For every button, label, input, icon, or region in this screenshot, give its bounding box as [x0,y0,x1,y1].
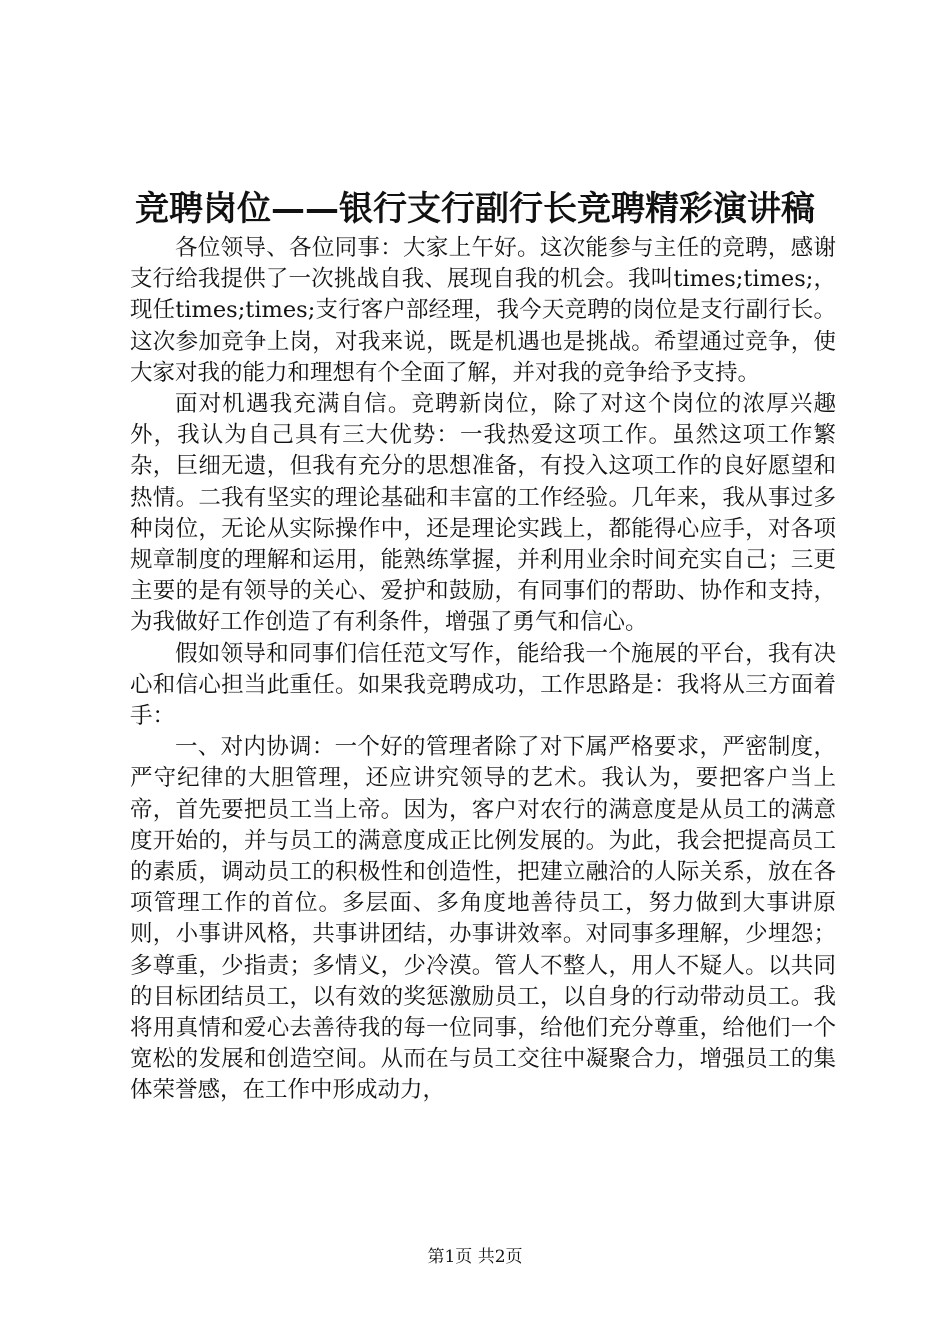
paragraph-advantages: 面对机遇我充满自信。竞聘新岗位，除了对这个岗位的浓厚兴趣外，我认为自己具有三大优势：一我热爱这项工作。虽然这项工作繁杂，巨细无遗，但我有充分的思想准备，有投入这项工作的良好愿望和热情。二我有坚实的理论基础和丰富的工作经验。几年来，我从事过多种岗位，无论从实际操作中，还是理论实践上，都能得心应手，对各项规章制度的理解和运用，能熟练掌握，并利用业余时间充实自己；三更主要的是有领导的关心、爱护和鼓励，有同事们的帮助、协作和支持，为我做好工作创造了有利条件，增强了勇气和信心。 [130,391,836,636]
paragraph-greeting: 各位领导、各位同事：大家上午好。这次能参与主任的竞聘，感谢支行给我提供了一次挑战自我、展现自我的机会。我叫times;times;，现任times;times;支行客户部经理，我今天竞聘的岗位是支行副行长。这次参加竞争上岗，对我来说，既是机遇也是挑战。希望通过竞争，使大家对我的能力和理想有个全面了解，并对我的竞争给予支持。 [130,235,836,386]
paragraph-internal-coordination: 一、对内协调：一个好的管理者除了对下属严格要求，严密制度，严守纪律的大胆管理，还应讲究领导的艺术。我认为，要把客户当上帝，首先要把员工当上帝。因为，客户对农行的满意度是从员工的满意度开始的，并与员工的满意度成正比例发展的。为此，我会把提高员工的素质，调动员工的积极性和创造性，把建立融洽的人际关系，放在各项管理工作的首位。多层面、多角度地善待员工，努力做到大事讲原则，小事讲风格，共事讲团结，办事讲效率。对同事多理解，少埋怨；多尊重，少指责；多情义，少冷漠。管人不整人，用人不疑人。以共同的目标团结员工，以有效的奖惩激励员工，以自身的行动带动员工。我将用真情和爱心去善待我的每一位同事，给他们充分尊重，给他们一个宽松的发展和创造空间。从而在与员工交往中凝聚合力，增强员工的集体荣誉感，在工作中形成动力， [130,734,836,1104]
document-body [130,233,836,1107]
page-title: 竞聘岗位——银行支行副行长竞聘精彩演讲稿 [135,189,815,229]
paragraph-plan-intro: 假如领导和同事们信任范文写作，能给我一个施展的平台，我有决心和信心担当此重任。如果我竞聘成功，工作思路是：我将从三方面着手： [130,640,836,730]
page-number-footer: 第1页 共2页 [427,1247,523,1267]
